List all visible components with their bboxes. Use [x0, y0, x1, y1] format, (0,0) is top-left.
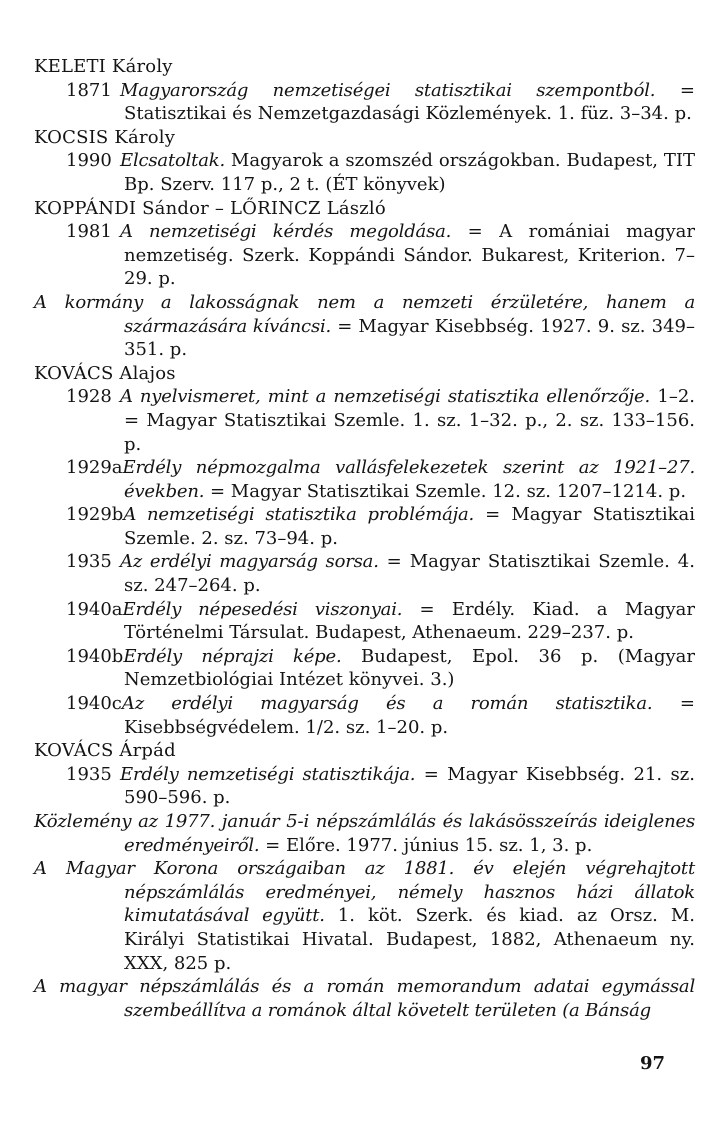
entry-title: Erdély néprajzi képe. [123, 645, 342, 667]
entry-details: = Magyar Statisztikai Szemle. 2. sz. 73–94. p. [124, 504, 695, 549]
entry-year: 1935 [66, 551, 112, 573]
entry-details: 1. köt. Szerk. és kiad. az Orsz. M. Királyi Statistikai Hivatal. Budapest, 1882, Athenaeum ny. XXX, 825 p. [124, 905, 695, 974]
entry-title: Magyarország nemzetiségei statisztikai szempontból. [120, 79, 656, 101]
bibliography-entry [34, 598, 695, 645]
author-heading: KOCSIS Károly [34, 126, 176, 148]
entry-details: = Magyar Statisztikai Szemle. 4. sz. 247–264. p. [124, 551, 695, 597]
anonymous-entry [34, 810, 695, 857]
entry-year: 1940b [66, 645, 124, 667]
entry-title: Az erdélyi magyarság sorsa. [120, 551, 379, 573]
anonymous-entry [34, 291, 695, 362]
anonymous-entry [34, 975, 695, 1022]
bibliography-entry [34, 79, 695, 126]
entry-title: A magyar népszámlálás és a román memorandum adatai egymással szembeállítva a románok által követelt területen (a Bánság [34, 976, 695, 1021]
entry-title: A Magyar Korona országaiban az 1881. év elején végrehajtott népszámlálás eredményei, némely hasznos házi állatok kimutatásával együtt. [34, 858, 695, 927]
entry-title: Elcsatoltak. [120, 150, 225, 172]
entry-year: 1940a [66, 598, 123, 620]
entry-title: A nemzetiségi kérdés megoldása. [120, 221, 452, 243]
entry-title: A kormány a lakosságnak nem a nemzeti érzületére, hanem a származására kíváncsi. [34, 291, 695, 337]
author-heading: KOPPÁNDI Sándor – LŐRINCZ László [34, 197, 386, 219]
entry-details: = Statisztikai és Nemzetgazdasági Közlemények. 1. füz. 3–34. p. [124, 79, 695, 125]
entry-details: = Erdély. Kiad. a Magyar Történelmi Társulat. Budapest, Athenaeum. 229–237. p. [124, 598, 696, 644]
entry-details: 1–2. = Magyar Statisztikai Szemle. 1. sz. 1–32. p., 2. sz. 133–156. p. [124, 386, 695, 455]
entry-details: = Magyar Statisztikai Szemle. 12. sz. 1207–1214. p. [204, 480, 687, 502]
bibliography-entry [34, 763, 695, 810]
page-number: 97 [640, 1053, 666, 1074]
bibliography-entry [34, 149, 695, 196]
entry-year: 1871 [66, 79, 112, 101]
bibliography-entry [34, 645, 695, 692]
author-heading: KOVÁCS Alajos [34, 362, 176, 384]
entry-details: = A romániai magyar nemzetiség. Szerk. Koppándi Sándor. Bukarest, Kriterion. 7–29. p. [124, 221, 695, 290]
bibliography-entry [34, 220, 695, 291]
entry-year: 1981 [66, 221, 112, 243]
entry-year: 1990 [66, 150, 112, 172]
entry-year: 1940c [66, 693, 122, 715]
anonymous-entry [34, 857, 695, 975]
entry-details: = Előre. 1977. június 15. sz. 1, 3. p. [259, 834, 593, 856]
entry-title: Közlemény az 1977. január 5-i népszámlálás és lakásösszeírás ideiglenes eredményeiről. [34, 811, 695, 856]
entry-details: Budapest, Epol. 36 p. (Magyar Nemzetbiológiai Intézet könyvei. 3.) [124, 645, 695, 691]
entry-details: = Kisebbségvédelem. 1/2. sz. 1–20. p. [124, 693, 695, 738]
entry-title: A nyelvismeret, mint a nemzetiségi statisztika ellenőrzője. [120, 386, 651, 408]
entry-year: 1935 [66, 763, 112, 785]
entry-details: = Magyar Kisebbség. 21. sz. 590–596. p. [124, 763, 695, 809]
entry-title: Erdély nemzetiségi statisztikája. [120, 763, 416, 785]
bibliography-entry [34, 692, 695, 739]
entry-title: Az erdélyi magyarság és a román statisztika. [121, 693, 653, 715]
author-heading: KOVÁCS Árpád [34, 740, 176, 762]
bibliography-entry [34, 503, 695, 550]
entry-details: = Magyar Kisebbség. 1927. 9. sz. 349–351. p. [124, 315, 695, 361]
bibliography-entry [34, 550, 695, 597]
entry-year: 1928 [66, 386, 112, 408]
bibliography-entry [34, 456, 695, 503]
entry-title: Erdély népesedési viszonyai. [122, 598, 403, 620]
bibliography-list [34, 55, 695, 1022]
entry-title: Erdély népmozgalma vallásfelekezetek szerint az 1921–27. években. [122, 457, 695, 502]
bibliography-entry [34, 385, 695, 456]
entry-year: 1929b [66, 504, 124, 526]
entry-details: Magyarok a szomszéd országokban. Budapest, TIT Bp. Szerv. 117 p., 2 t. (ÉT könyvek) [124, 150, 695, 195]
author-heading: KELETI Károly [34, 56, 173, 77]
entry-title: A nemzetiségi statisztika problémája. [123, 504, 475, 526]
entry-year: 1929a [66, 457, 123, 479]
